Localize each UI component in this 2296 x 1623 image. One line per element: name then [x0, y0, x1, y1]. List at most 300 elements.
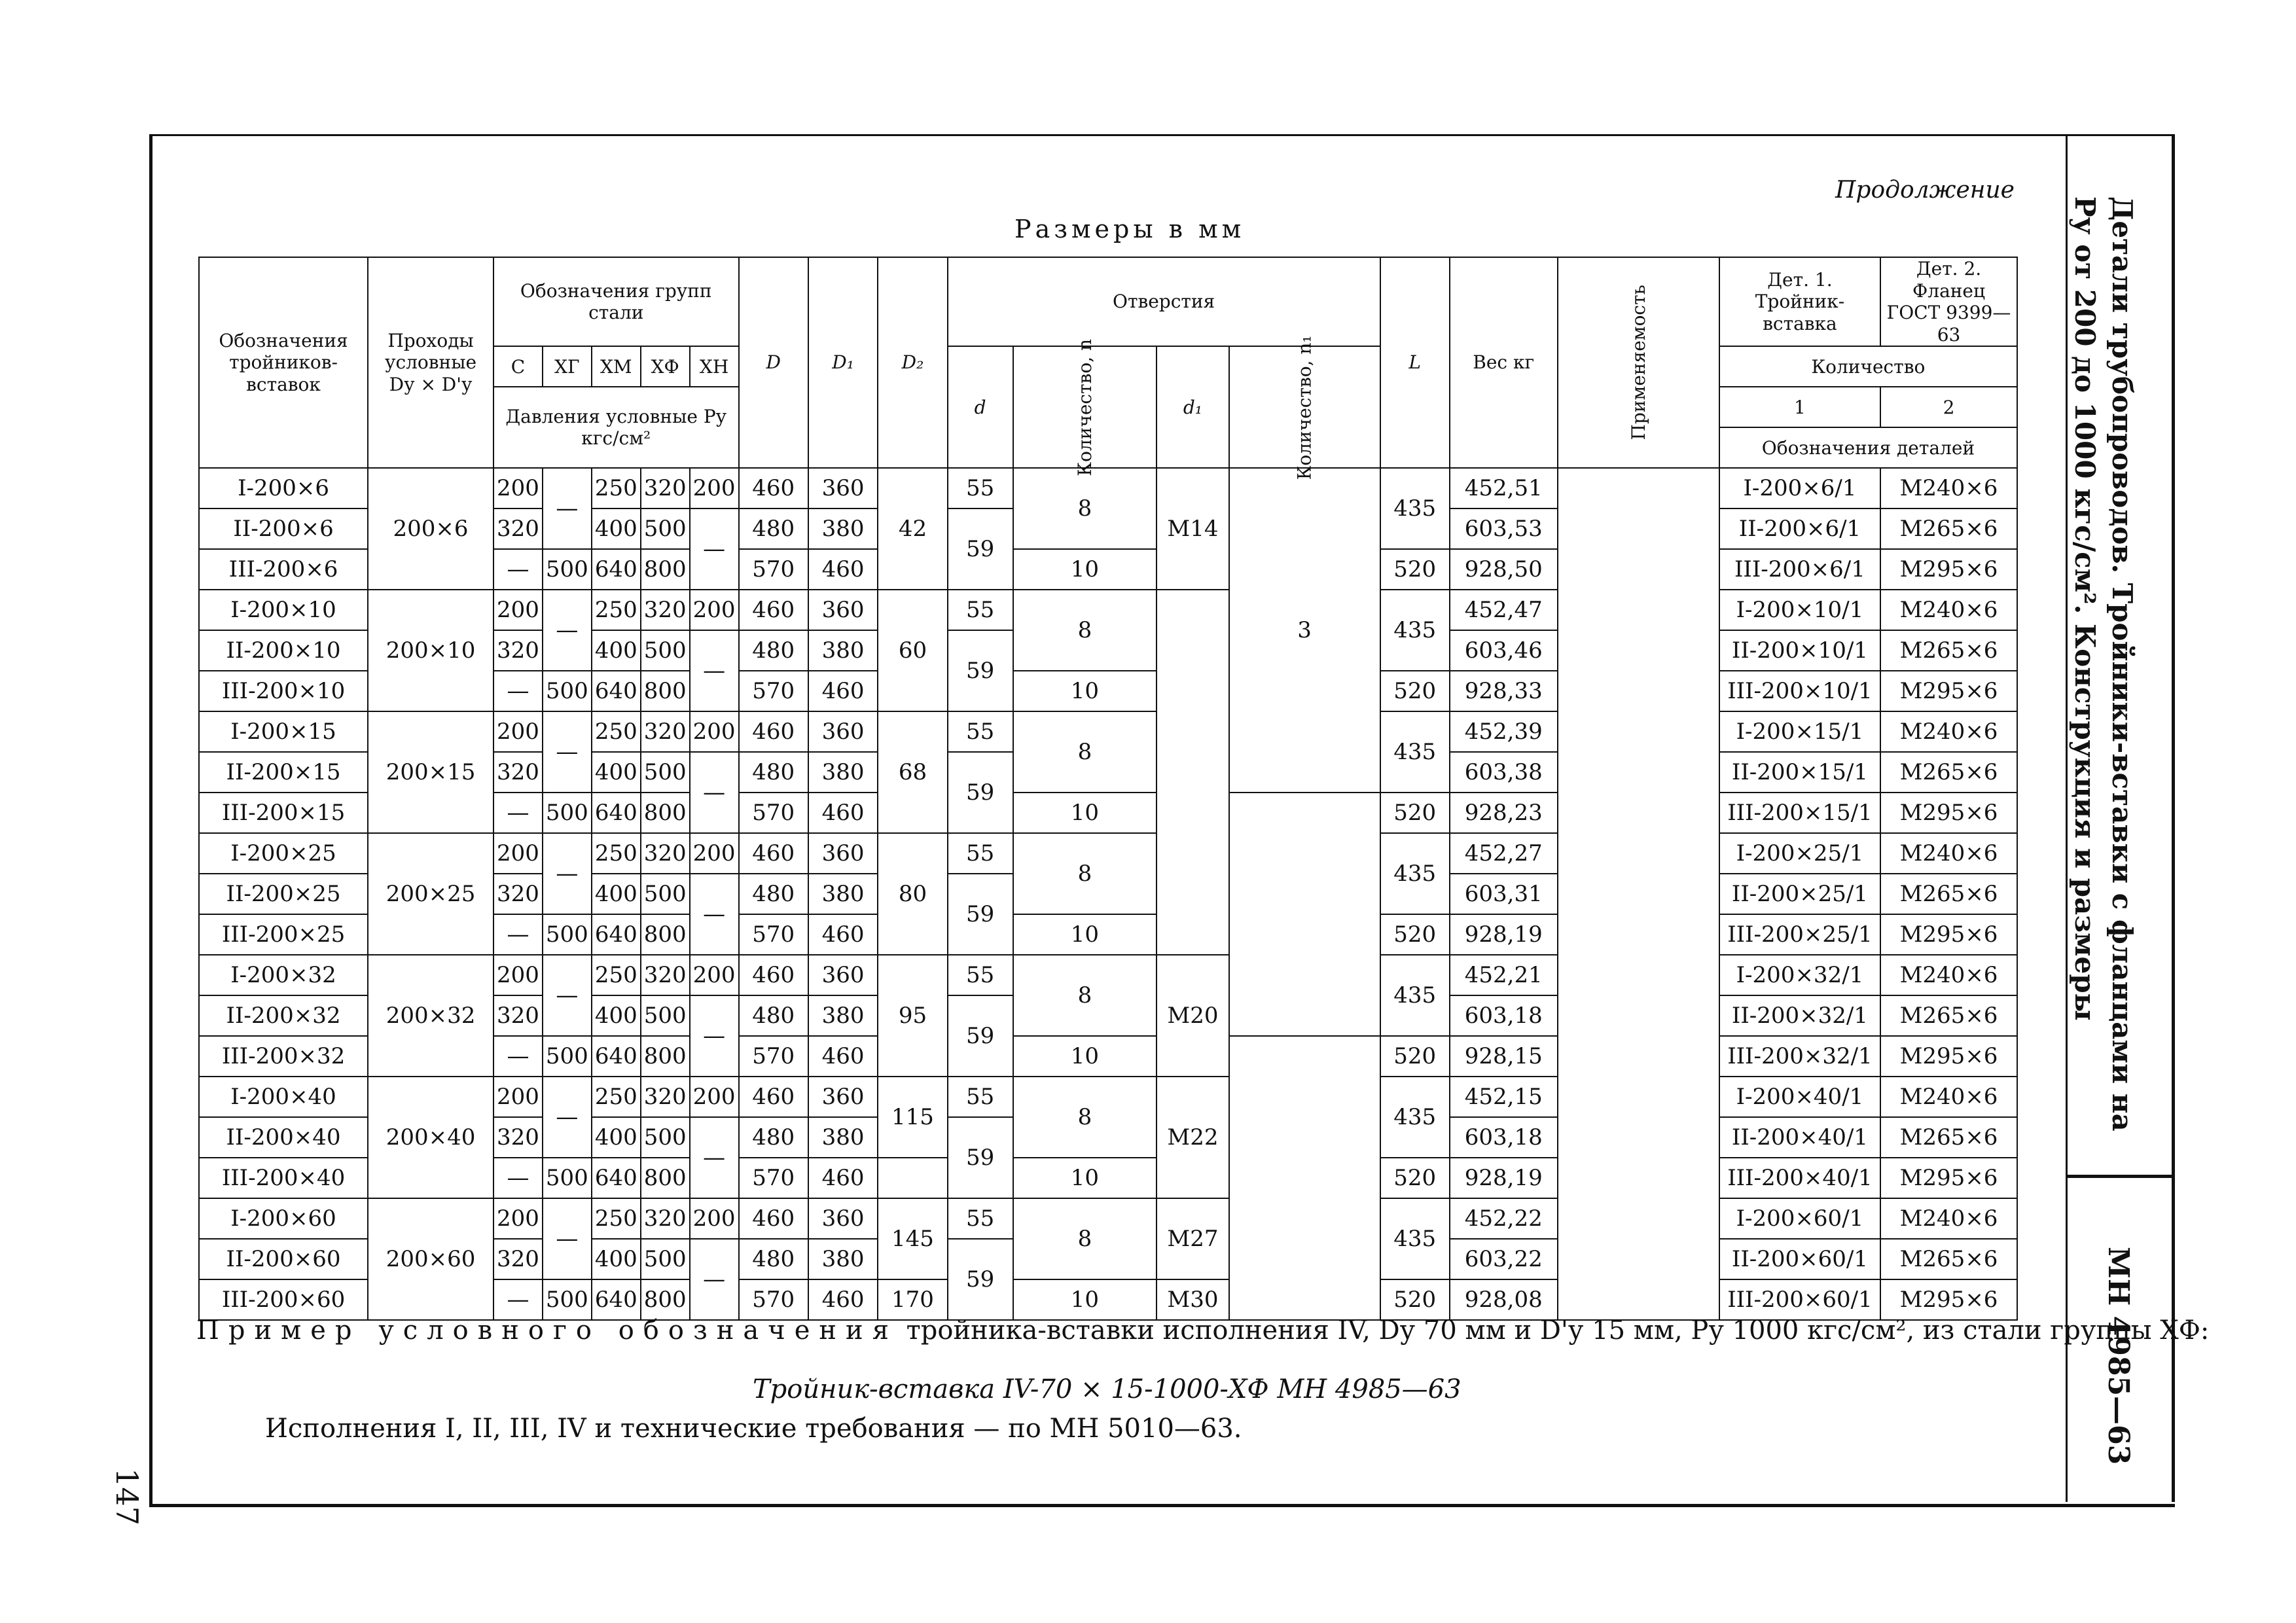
table-cell: 170 [878, 1279, 947, 1320]
table-cell: I-200×6/1 [1719, 468, 1880, 508]
table-cell: 8 [1013, 833, 1157, 914]
table-cell: II-200×6/1 [1719, 508, 1880, 549]
table-cell [878, 1158, 947, 1198]
table-cell: 80 [878, 833, 947, 955]
table-cell: 500 [641, 630, 690, 671]
table-cell: 520 [1380, 1036, 1450, 1077]
steel-hn: ХН [690, 346, 739, 387]
steel-hm: ХМ [592, 346, 641, 387]
table-cell: М20 [1157, 955, 1229, 1077]
table-cell: III-200×32/1 [1719, 1036, 1880, 1077]
table-cell: 55 [948, 833, 1013, 874]
table-cell: М22 [1157, 1077, 1229, 1198]
table-cell: 10 [1013, 793, 1157, 833]
table-cell: 603,18 [1450, 995, 1558, 1036]
table-cell: 480 [739, 1239, 808, 1279]
table-cell: 8 [1013, 468, 1157, 549]
details-header: Обозначения деталей [1719, 427, 2017, 468]
table-cell: 200×15 [368, 711, 493, 833]
right-border [2172, 134, 2175, 1502]
table-cell: 640 [592, 1036, 641, 1077]
table-cell: — [543, 1198, 592, 1279]
table-cell: I-200×32 [199, 955, 368, 995]
table-cell: 480 [739, 508, 808, 549]
table-cell: 59 [948, 1117, 1013, 1198]
table-cell: III-200×15/1 [1719, 793, 1880, 833]
table-cell: 200 [493, 468, 543, 508]
table-cell: 460 [808, 1279, 878, 1320]
table-cell: 460 [739, 1198, 808, 1239]
table-cell: М240×6 [1880, 1198, 2017, 1239]
table-cell: М265×6 [1880, 874, 2017, 914]
table-cell: 460 [808, 1158, 878, 1198]
table-cell: I-200×15/1 [1719, 711, 1880, 752]
table-cell: М14 [1157, 468, 1229, 590]
table-cell: 380 [808, 1117, 878, 1158]
continued-label: Продолжение [1835, 177, 2015, 204]
col-det2: Дет. 2. Фланец ГОСТ 9399—63 [1880, 257, 2017, 346]
table-cell: 400 [592, 752, 641, 793]
table-cell: 500 [641, 508, 690, 549]
table-cell: II-200×32/1 [1719, 995, 1880, 1036]
table-cell: 452,51 [1450, 468, 1558, 508]
table-cell: 452,22 [1450, 1198, 1558, 1239]
table-cell: 200 [690, 590, 739, 630]
col-passages: Проходы условные Dу × D'у [368, 257, 493, 468]
table-cell: 250 [592, 833, 641, 874]
table-cell: 435 [1380, 955, 1450, 1036]
table-cell: 55 [948, 468, 1013, 508]
table-cell: 500 [641, 752, 690, 793]
table-cell: 480 [739, 752, 808, 793]
table-cell: 640 [592, 671, 641, 711]
table-cell: М295×6 [1880, 793, 2017, 833]
table-cell: 360 [808, 955, 878, 995]
table-cell: 800 [641, 914, 690, 955]
table-cell: III-200×10 [199, 671, 368, 711]
table-cell: II-200×25 [199, 874, 368, 914]
table-cell: 400 [592, 1117, 641, 1158]
table-cell [1229, 1036, 1380, 1320]
table-cell: 200 [690, 1198, 739, 1239]
table-cell: 200 [690, 955, 739, 995]
table-cell: 928,15 [1450, 1036, 1558, 1077]
table-cell: 10 [1013, 1036, 1157, 1077]
table-cell: — [543, 590, 592, 671]
table-cell: 200×6 [368, 468, 493, 590]
table-cell: 435 [1380, 711, 1450, 793]
sizes-note: Размеры в мм [1014, 215, 1246, 243]
col-det1: Дет. 1. Тройник-вставка [1719, 257, 1880, 346]
col-n1: Количество, n₁ [1229, 346, 1380, 468]
table-cell: 800 [641, 793, 690, 833]
table-cell: 59 [948, 874, 1013, 955]
col-n: Количество, n [1013, 346, 1157, 468]
table-cell: II-200×6 [199, 508, 368, 549]
table-cell: II-200×10/1 [1719, 630, 1880, 671]
table-cell: — [543, 955, 592, 1036]
table-cell: 603,38 [1450, 752, 1558, 793]
table-cell: — [690, 995, 739, 1077]
table-cell: 59 [948, 752, 1013, 833]
page-number: 147 [109, 1468, 145, 1525]
table-cell: 928,19 [1450, 914, 1558, 955]
q2: 2 [1880, 387, 2017, 427]
table-cell: 570 [739, 793, 808, 833]
table-cell: 500 [641, 1239, 690, 1279]
table-cell [1229, 793, 1380, 1036]
table-cell: М265×6 [1880, 630, 2017, 671]
table-cell: III-200×60 [199, 1279, 368, 1320]
table-cell: 200×10 [368, 590, 493, 711]
example-text: тройника-вставки исполнения IV, Dу 70 мм и D'у 15 мм, Pу 1000 кгс/см², из стали группы ХФ: [906, 1315, 2210, 1346]
table-cell: 8 [1013, 1198, 1157, 1279]
table-cell: М295×6 [1880, 549, 2017, 590]
table-cell: II-200×60 [199, 1239, 368, 1279]
table-cell: III-200×60/1 [1719, 1279, 1880, 1320]
table-cell: 250 [592, 1077, 641, 1117]
table-cell: I-200×40/1 [1719, 1077, 1880, 1117]
table-cell: М265×6 [1880, 752, 2017, 793]
col-holes: Отверстия [948, 257, 1380, 346]
table-cell: 320 [641, 833, 690, 874]
table-cell: 928,23 [1450, 793, 1558, 833]
table-cell: 640 [592, 1279, 641, 1320]
table-cell: 320 [641, 468, 690, 508]
table-cell: М295×6 [1880, 1036, 2017, 1077]
table-cell: 320 [493, 1239, 543, 1279]
table-row [199, 833, 2017, 874]
table-cell: 570 [739, 549, 808, 590]
table-cell: 200 [493, 1077, 543, 1117]
table-cell: 928,19 [1450, 1158, 1558, 1198]
col-designation: Обозначения тройников-вставок [199, 257, 368, 468]
side-title: Детали трубопроводов. Тройники-вставки с фланцами на Pу от 200 до 1000 кгс/см². Конструкция и размеры [2069, 196, 2138, 1132]
table-cell: 800 [641, 671, 690, 711]
table-cell: 320 [641, 711, 690, 752]
table-cell: 460 [808, 549, 878, 590]
table-cell: 640 [592, 914, 641, 955]
table-cell: 200×32 [368, 955, 493, 1077]
table-cell: М295×6 [1880, 671, 2017, 711]
table-cell: — [493, 671, 543, 711]
table-cell: 603,31 [1450, 874, 1558, 914]
table-cell: 570 [739, 1036, 808, 1077]
table-cell: 320 [493, 630, 543, 671]
table-cell: М240×6 [1880, 468, 2017, 508]
table-cell: 320 [641, 1198, 690, 1239]
table-cell: — [493, 793, 543, 833]
table-cell: 320 [493, 1117, 543, 1158]
table-cell: М27 [1157, 1198, 1229, 1279]
table-cell: — [690, 630, 739, 711]
table-cell: М295×6 [1880, 1279, 2017, 1320]
table-cell: 460 [808, 793, 878, 833]
table-cell: — [493, 1279, 543, 1320]
table-cell: 8 [1013, 955, 1157, 1036]
table-cell: 460 [739, 590, 808, 630]
table-cell [1157, 590, 1229, 955]
table-cell: III-200×25 [199, 914, 368, 955]
table-cell: М295×6 [1880, 1158, 2017, 1198]
table-cell: 435 [1380, 590, 1450, 671]
table-cell: М240×6 [1880, 711, 2017, 752]
table-cell: 59 [948, 508, 1013, 590]
table-cell: М30 [1157, 1279, 1229, 1320]
table-cell: 200 [493, 1198, 543, 1239]
table-cell: I-200×25 [199, 833, 368, 874]
table-cell: 435 [1380, 1198, 1450, 1279]
table-cell: II-200×40/1 [1719, 1117, 1880, 1158]
table-cell: 55 [948, 1198, 1013, 1239]
table-cell: — [690, 508, 739, 590]
table-cell: 400 [592, 874, 641, 914]
steel-hf: ХФ [641, 346, 690, 387]
table-cell: 8 [1013, 590, 1157, 671]
table-cell: 360 [808, 1077, 878, 1117]
table-cell: 360 [808, 711, 878, 752]
table-cell: — [493, 1036, 543, 1077]
table-cell: 320 [493, 995, 543, 1036]
col-D2: D₂ [878, 257, 947, 468]
table-cell: 400 [592, 995, 641, 1036]
table-cell: 380 [808, 752, 878, 793]
steel-hg: ХГ [543, 346, 592, 387]
table-cell: 95 [878, 955, 947, 1077]
table-cell: 55 [948, 711, 1013, 752]
col-D1: D₁ [808, 257, 878, 468]
table-cell: М265×6 [1880, 508, 2017, 549]
table-cell [1558, 468, 1719, 1320]
table-row [199, 590, 2017, 630]
table-cell: 460 [739, 833, 808, 874]
table-cell: 400 [592, 1239, 641, 1279]
table-cell: 200 [690, 711, 739, 752]
table-row [199, 468, 2017, 508]
table-cell: 320 [493, 874, 543, 914]
table-cell: М240×6 [1880, 833, 2017, 874]
table-cell: 603,22 [1450, 1239, 1558, 1279]
table-cell: 250 [592, 711, 641, 752]
table-cell: 380 [808, 630, 878, 671]
table-cell: 500 [543, 1279, 592, 1320]
q1: 1 [1719, 387, 1880, 427]
table-cell: III-200×32 [199, 1036, 368, 1077]
table-cell: 200×40 [368, 1077, 493, 1198]
table-cell: 603,46 [1450, 630, 1558, 671]
table-cell: 500 [641, 995, 690, 1036]
table-cell: — [690, 1117, 739, 1198]
table-cell: 500 [543, 793, 592, 833]
table-cell: 320 [641, 955, 690, 995]
table-cell: 59 [948, 1239, 1013, 1320]
table-cell: I-200×10/1 [1719, 590, 1880, 630]
table-cell: 380 [808, 508, 878, 549]
table-cell: I-200×60 [199, 1198, 368, 1239]
table-cell: II-200×25/1 [1719, 874, 1880, 914]
table-cell: III-200×6 [199, 549, 368, 590]
table-cell: 200 [493, 711, 543, 752]
table-cell: 570 [739, 1158, 808, 1198]
table-cell: 480 [739, 995, 808, 1036]
table-row [199, 1077, 2017, 1117]
table-cell: 10 [1013, 549, 1157, 590]
table-cell: 452,15 [1450, 1077, 1558, 1117]
col-d1: d₁ [1157, 346, 1229, 468]
table-cell: 800 [641, 1158, 690, 1198]
table-cell: 500 [543, 549, 592, 590]
table-cell: 480 [739, 630, 808, 671]
quantity-header: Количество [1719, 346, 2017, 387]
table-cell: III-200×10/1 [1719, 671, 1880, 711]
table-cell: 500 [543, 1036, 592, 1077]
dimensions-table [198, 257, 2018, 1321]
table-cell: 400 [592, 508, 641, 549]
example-code: Тройник-вставка IV-70 × 15-1000-ХФ МН 4985—63 [753, 1374, 1462, 1404]
table-cell: 145 [878, 1198, 947, 1279]
table-cell: II-200×15 [199, 752, 368, 793]
example-line [196, 1315, 2209, 1346]
col-L: L [1380, 257, 1450, 468]
table-cell: 320 [493, 752, 543, 793]
table-cell: 200×60 [368, 1198, 493, 1320]
table-cell: 452,21 [1450, 955, 1558, 995]
footer-note: Исполнения I, II, III, IV и технические требования — по МН 5010—63. [265, 1414, 1242, 1444]
table-cell: — [690, 1239, 739, 1320]
table-cell: 460 [739, 1077, 808, 1117]
table-cell: III-200×40 [199, 1158, 368, 1198]
table-cell: 55 [948, 590, 1013, 630]
table-cell: 928,50 [1450, 549, 1558, 590]
table-cell: 360 [808, 1198, 878, 1239]
table-cell: 460 [808, 1036, 878, 1077]
table-cell: — [690, 874, 739, 955]
table-cell: 55 [948, 955, 1013, 995]
table-cell: 452,27 [1450, 833, 1558, 874]
table-cell: 500 [543, 1158, 592, 1198]
table-cell: III-200×15 [199, 793, 368, 833]
table-cell: 60 [878, 590, 947, 711]
table-cell: 380 [808, 1239, 878, 1279]
table-cell: 570 [739, 914, 808, 955]
table-cell: 115 [878, 1077, 947, 1158]
table-cell: I-200×32/1 [1719, 955, 1880, 995]
table-cell: 460 [808, 914, 878, 955]
table-cell: 460 [808, 671, 878, 711]
table-cell: 570 [739, 671, 808, 711]
table-cell: 500 [641, 1117, 690, 1158]
table-cell: 360 [808, 590, 878, 630]
side-code: МН 4985—63 [2102, 1247, 2135, 1465]
table-cell: 10 [1013, 1279, 1157, 1320]
table-cell: 8 [1013, 711, 1157, 793]
table-cell: 603,53 [1450, 508, 1558, 549]
table-cell: 460 [739, 711, 808, 752]
table-cell: 800 [641, 549, 690, 590]
table-cell: 500 [641, 874, 690, 914]
table-cell: 640 [592, 793, 641, 833]
table-cell: М295×6 [1880, 914, 2017, 955]
table-cell: 59 [948, 630, 1013, 711]
side-separator [2066, 1175, 2172, 1178]
table-cell: 435 [1380, 833, 1450, 914]
table-cell: 42 [878, 468, 947, 590]
pressure-header: Давления условные Pу кгс/см² [493, 387, 739, 468]
example-label: Пример условного обозначения [196, 1315, 898, 1346]
table-cell: 68 [878, 711, 947, 833]
table-row [199, 711, 2017, 752]
table-cell: 500 [543, 671, 592, 711]
col-d: d [948, 346, 1013, 468]
table-cell: 520 [1380, 671, 1450, 711]
table-cell: I-200×60/1 [1719, 1198, 1880, 1239]
table-cell: I-200×6 [199, 468, 368, 508]
col-weight: Вес кг [1450, 257, 1558, 468]
table-cell: 520 [1380, 549, 1450, 590]
table-cell: I-200×25/1 [1719, 833, 1880, 874]
table-cell: — [543, 468, 592, 549]
col-steel-groups: Обозначения групп стали [493, 257, 739, 346]
table-cell: 360 [808, 468, 878, 508]
table-cell: 3 [1229, 468, 1380, 793]
table-cell: 570 [739, 1279, 808, 1320]
table-cell: 200 [690, 468, 739, 508]
table-cell: 640 [592, 549, 641, 590]
table-cell: — [493, 914, 543, 955]
table-cell: 200 [690, 833, 739, 874]
table-cell: 200 [690, 1077, 739, 1117]
table-cell: II-200×32 [199, 995, 368, 1036]
table-cell: М265×6 [1880, 1117, 2017, 1158]
table-cell: 250 [592, 468, 641, 508]
table-cell: 400 [592, 630, 641, 671]
table-cell: 200 [493, 833, 543, 874]
table-cell: — [543, 1077, 592, 1158]
table-cell: III-200×25/1 [1719, 914, 1880, 955]
table-cell: 452,47 [1450, 590, 1558, 630]
table-cell: II-200×10 [199, 630, 368, 671]
table-cell: 320 [641, 1077, 690, 1117]
table-cell: II-200×15/1 [1719, 752, 1880, 793]
table-cell: 320 [493, 508, 543, 549]
table-cell: — [543, 711, 592, 793]
table-cell: III-200×40/1 [1719, 1158, 1880, 1198]
table-cell: 800 [641, 1036, 690, 1077]
table-cell: 800 [641, 1279, 690, 1320]
table-cell: — [493, 549, 543, 590]
table-cell: 250 [592, 955, 641, 995]
table-cell: 520 [1380, 1158, 1450, 1198]
table-cell: III-200×6/1 [1719, 549, 1880, 590]
table-cell: II-200×40 [199, 1117, 368, 1158]
table-cell: 200×25 [368, 833, 493, 955]
table-cell: 520 [1380, 914, 1450, 955]
table-cell: 250 [592, 590, 641, 630]
table-cell: 380 [808, 995, 878, 1036]
table-cell: — [493, 1158, 543, 1198]
col-applicability: Применяемость [1558, 257, 1719, 468]
table-cell: 200 [493, 955, 543, 995]
table-cell: 435 [1380, 1077, 1450, 1158]
table-cell: 10 [1013, 914, 1157, 955]
table-cell: М240×6 [1880, 590, 2017, 630]
table-cell: 360 [808, 833, 878, 874]
table-cell: 380 [808, 874, 878, 914]
table-cell: 320 [641, 590, 690, 630]
table-cell: 59 [948, 995, 1013, 1077]
table-cell: 435 [1380, 468, 1450, 549]
table-cell: М265×6 [1880, 1239, 2017, 1279]
